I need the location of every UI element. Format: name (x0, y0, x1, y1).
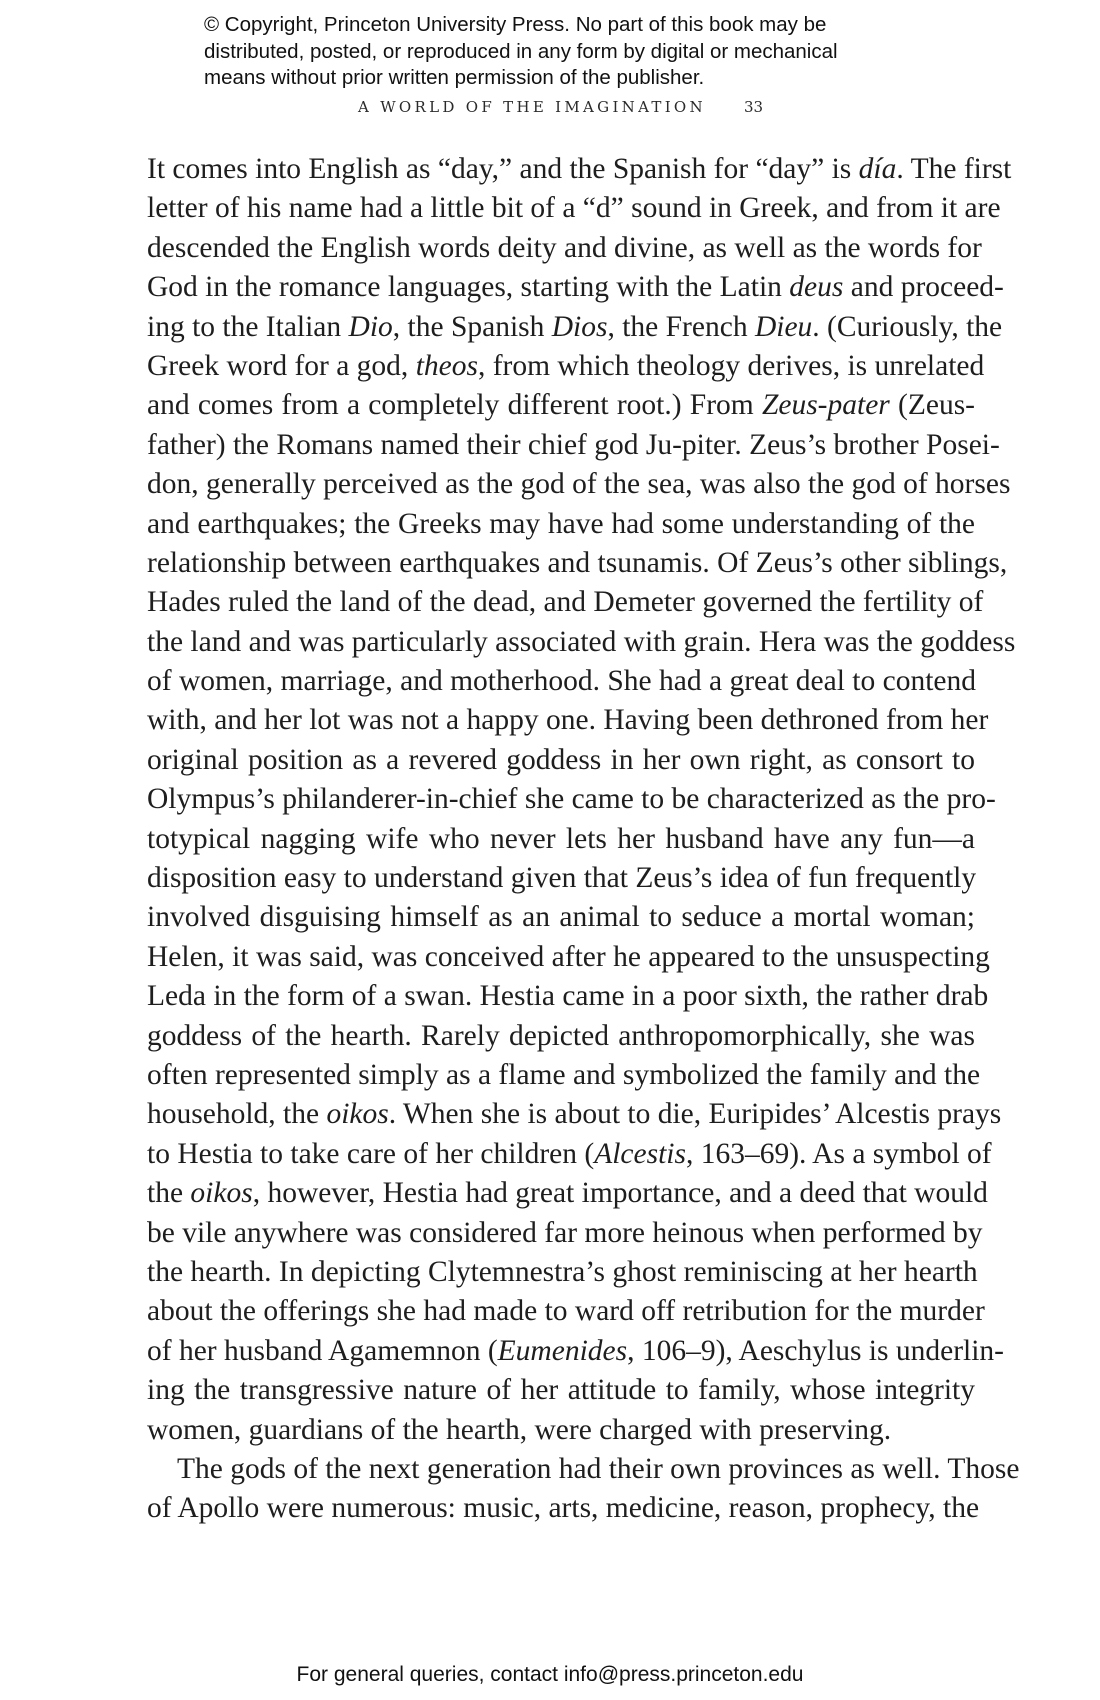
text-line (147, 741, 975, 780)
text-segment: involved disguising himself as an animal to seduce a mortal woman; (147, 901, 975, 934)
text-segment: Olympus’s philanderer-in-chief she came to be characterized as the pro- (147, 783, 996, 816)
text-segment: The gods of the next generation had their own provinces as well. Those (177, 1452, 1020, 1485)
text-segment: , from which theology derives, is unrelated (477, 349, 985, 382)
italic-text: Dios (551, 310, 608, 343)
text-segment: ing to the Italian (147, 310, 349, 343)
text-line (147, 701, 989, 740)
copyright-notice (204, 12, 924, 92)
text-segment: , 163–69). As a symbol of (685, 1137, 992, 1170)
text-line (147, 308, 1003, 347)
text-line (147, 229, 982, 268)
text-segment: women, guardians of the hearth, were charged with preserving. (147, 1413, 892, 1446)
text-line (147, 544, 1008, 583)
text-line (147, 386, 975, 425)
copyright-line: distributed, posted, or reproduced in any form by digital or mechanical (204, 39, 838, 63)
text-segment: the hearth. In depicting Clytemnestra’s ghost reminiscing at her hearth (147, 1255, 978, 1288)
italic-text: Dieu (754, 310, 813, 343)
text-line (147, 859, 975, 898)
text-segment: Greek word for a god, (147, 349, 416, 382)
text-line (147, 977, 989, 1016)
text-segment: the (147, 1177, 191, 1210)
text-line (147, 268, 1004, 307)
italic-text: Zeus-pater (761, 389, 890, 422)
text-segment: original position as a revered goddess in her own right, as consort to (147, 743, 975, 776)
text-line (147, 1411, 975, 1450)
text-segment: goddess of the hearth. Rarely depicted anthropomorphically, she was (147, 1019, 975, 1052)
text-line (147, 662, 975, 701)
text-segment: (Zeus- (889, 389, 975, 422)
italic-text: oikos (326, 1098, 389, 1131)
text-segment: . The first (896, 153, 1012, 185)
footer-contact: For general queries, contact info@press.princeton.edu (296, 1663, 804, 1686)
text-segment: don, generally perceived as the god of the sea, was also the god of horses (147, 468, 1011, 501)
text-line (147, 1095, 1002, 1134)
text-line (147, 1450, 1020, 1489)
text-segment: , however, Hestia had great importance, and a deed that would (252, 1177, 988, 1210)
text-line (147, 1489, 980, 1528)
text-segment: Hades ruled the land of the dead, and Demeter governed the fertility of (147, 586, 984, 619)
text-line (147, 1174, 988, 1213)
text-line (147, 189, 1001, 228)
text-line (147, 1292, 985, 1331)
text-line (147, 1056, 981, 1095)
text-segment: with, and her lot was not a happy one. Having been dethroned from her (147, 704, 989, 737)
text-line (147, 1371, 975, 1410)
page-number: 33 (744, 98, 764, 116)
italic-text: Eumenides (497, 1334, 628, 1367)
italic-text: deus (789, 271, 844, 304)
text-line (147, 583, 984, 622)
text-line (147, 780, 996, 819)
text-line (147, 1135, 992, 1174)
copyright-line: © Copyright, Princeton University Press. No part of this book may be (204, 13, 827, 36)
text-line (147, 347, 985, 386)
text-segment: of Apollo were numerous: music, arts, medicine, reason, prophecy, the (147, 1492, 980, 1525)
text-segment: , the French (607, 310, 755, 343)
text-segment: , 106–9), Aeschylus is underlin- (627, 1334, 1004, 1367)
text-line (147, 623, 1016, 662)
text-segment: descended the English words deity and divine, as well as the words for (147, 231, 982, 264)
copyright-line: means without prior written permission of the publisher. (204, 66, 705, 89)
text-segment: about the offerings she had made to ward off retribution for the murder (147, 1295, 985, 1328)
text-segment: It comes into English as “day,” and the Spanish for “day” is (147, 153, 859, 185)
text-segment: household, the (147, 1098, 327, 1131)
italic-text: oikos (190, 1177, 253, 1210)
text-line (147, 1214, 983, 1253)
text-segment: Leda in the form of a swan. Hestia came in a poor sixth, the rather drab (147, 980, 989, 1013)
italic-text: theos (415, 349, 478, 382)
text-segment: of women, marriage, and motherhood. She had a great deal to contend (147, 665, 976, 698)
text-segment: father) the Romans named their chief god Ju-piter. Zeus’s brother Posei- (147, 428, 1000, 461)
text-segment: God in the romance languages, starting with the Latin (147, 271, 790, 304)
text-segment: disposition easy to understand given that Zeus’s idea of fun frequently (147, 862, 977, 895)
text-line (147, 898, 975, 937)
italic-text: Dio (348, 310, 393, 343)
text-line (147, 820, 975, 859)
text-segment: letter of his name had a little bit of a “d” sound in Greek, and from it are (147, 192, 1001, 225)
text-segment: relationship between earthquakes and tsunamis. Of Zeus’s other siblings, (147, 546, 1008, 579)
text-segment: and comes from a completely different root.) From (147, 389, 762, 422)
text-segment: and earthquakes; the Greeks may have had some understanding of the (147, 507, 975, 540)
text-line (147, 426, 1000, 465)
text-segment: the land and was particularly associated with grain. Hera was the goddess (147, 625, 1016, 658)
text-line (147, 1253, 978, 1292)
running-head-title: A WORLD OF THE IMAGINATION (358, 98, 706, 116)
text-line (147, 1332, 1004, 1371)
text-line (147, 465, 1011, 504)
text-segment: totypical nagging wife who never lets her husband have any fun—a (147, 822, 975, 855)
body-text (147, 150, 1020, 1529)
italic-text: día (858, 153, 897, 185)
text-line (147, 938, 990, 977)
text-segment: to Hestia to take care of her children ( (147, 1137, 595, 1170)
text-line (147, 1017, 975, 1056)
text-segment: often represented simply as a flame and symbolized the family and the (147, 1058, 981, 1091)
italic-text: Alcestis (594, 1137, 686, 1170)
text-segment: , the Spanish (392, 310, 552, 343)
text-line (147, 505, 975, 544)
text-segment: ing the transgressive nature of her attitude to family, whose integrity (147, 1374, 975, 1407)
text-segment: . When she is about to die, Euripides’ Alcestis prays (388, 1098, 1002, 1131)
text-segment: . (Curiously, the (812, 310, 1003, 343)
text-segment: be vile anywhere was considered far more heinous when performed by (147, 1216, 983, 1249)
text-segment: and proceed- (843, 271, 1004, 304)
text-segment: of her husband Agamemnon ( (147, 1334, 498, 1367)
text-line (147, 150, 1012, 189)
text-segment: Helen, it was said, was conceived after he appeared to the unsuspecting (147, 940, 990, 973)
